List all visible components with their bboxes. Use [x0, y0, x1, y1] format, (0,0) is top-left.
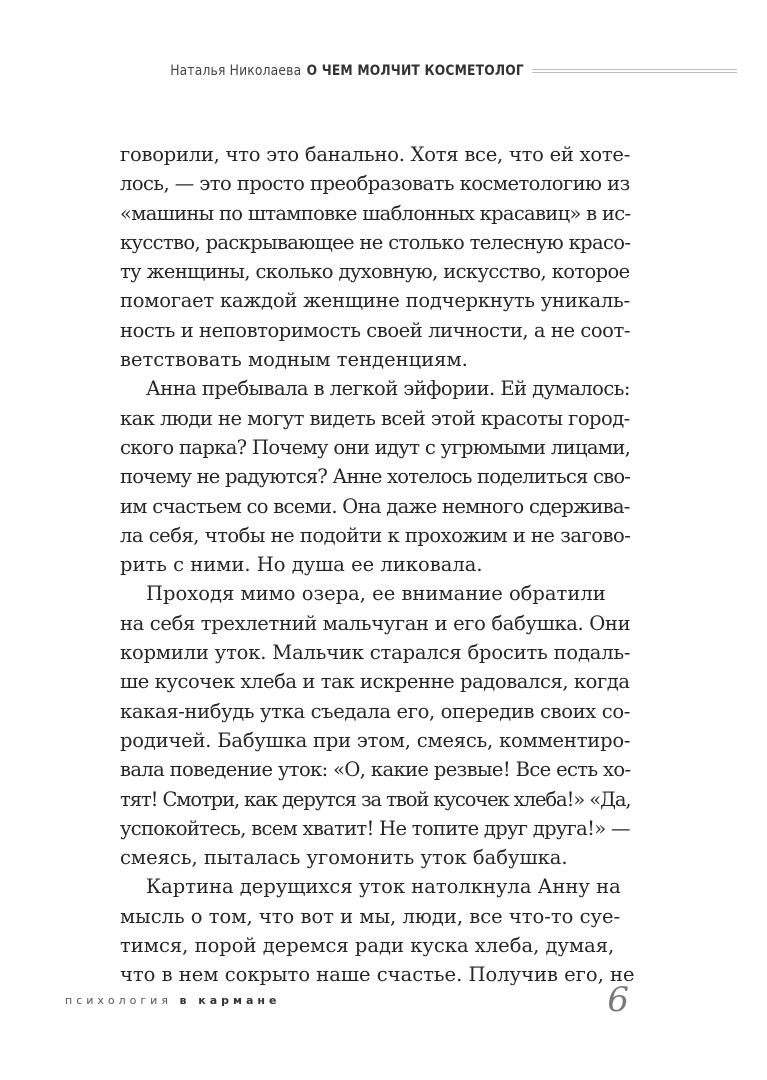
- series-name-bold: в кармане: [179, 994, 281, 1007]
- text-line: кусство, раскрывающее не столько телесную красо-: [120, 230, 631, 254]
- text-line: ность и неповторимость своей личности, а не соот-: [120, 318, 630, 342]
- text-line: какая-нибудь утка съедала его, опередив своих со-: [120, 699, 630, 723]
- text-line: успокойтесь, всем хватит! Не топите друг друга!» —: [120, 816, 630, 840]
- text-line: кормили уток. Мальчик старался бросить подаль-: [120, 641, 631, 665]
- text-line: почему не радуются? Анне хотелось поделиться сво-: [120, 465, 631, 489]
- text-line: лось, — это просто преобразовать косметологию из: [120, 172, 630, 196]
- series-name-light: психология: [65, 994, 172, 1007]
- header-rule: [532, 69, 737, 73]
- paragraph: [120, 872, 635, 989]
- paragraph: [120, 140, 630, 374]
- text-line: как люди не могут видеть всей этой красоты город-: [120, 406, 630, 430]
- text-line: Анна пребывала в легкой эйфории. Ей думалось:: [146, 377, 630, 401]
- text-line: тимся, порой деремся ради куска хлеба, думая,: [120, 934, 615, 958]
- text-line: помогает каждой женщине подчеркнуть уникаль-: [120, 289, 630, 313]
- paragraph: [120, 374, 630, 579]
- text-line: что в нем сокрыто наше счастье. Получив его, не: [120, 963, 635, 987]
- text-line: ту женщины, сколько духовную, искусство, которое: [120, 260, 630, 284]
- page-number: 6: [607, 980, 629, 1020]
- text-line: ше кусочек хлеба и так искренне радовался, когда: [120, 670, 630, 694]
- text-line: мысль о том, что вот и мы, люди, все что-то суе-: [120, 904, 621, 928]
- text-line: родичей. Бабушка при этом, смеясь, комментиро-: [120, 728, 631, 752]
- header-author: Наталья Николаева: [170, 63, 302, 79]
- text-line: Картина дерущихся уток натолкнула Анну на: [146, 875, 621, 899]
- text-line: на себя трехлетний мальчуган и его бабушка. Они: [120, 611, 631, 635]
- text-line: тят! Смотри, как дерутся за твой кусочек хлеба!» «Да,: [120, 787, 631, 811]
- text-line: ветствовать модным тенденциям.: [120, 348, 468, 372]
- text-line: им счастьем со всеми. Она даже немного сдержива-: [120, 494, 630, 518]
- text-line: рить с ними. Но душа ее ликовала.: [120, 553, 483, 577]
- page-footer: [50, 980, 629, 1020]
- header-book-title: О ЧЕМ МОЛЧИТ КОСМЕТОЛОГ: [306, 63, 524, 79]
- text-line: ла себя, чтобы не подойти к прохожим и не загово-: [120, 523, 631, 547]
- paragraph: [120, 579, 630, 872]
- body-text: [120, 140, 635, 990]
- text-line: «машины по штамповке шаблонных красавиц» в ис-: [120, 201, 631, 225]
- text-line: вала поведение уток: «О, какие резвые! Все есть хо-: [120, 758, 631, 782]
- series-name: [65, 994, 280, 1007]
- running-header: [30, 56, 737, 86]
- text-line: говорили, что это банально. Хотя все, что ей хоте-: [120, 143, 631, 166]
- text-line: ского парка? Почему они идут с угрюмыми лицами,: [120, 435, 631, 459]
- text-line: Проходя мимо озера, ее внимание обратили: [146, 582, 606, 606]
- text-line: смеясь, пыталась угомонить уток бабушка.: [120, 846, 568, 870]
- running-header-text: [170, 63, 524, 79]
